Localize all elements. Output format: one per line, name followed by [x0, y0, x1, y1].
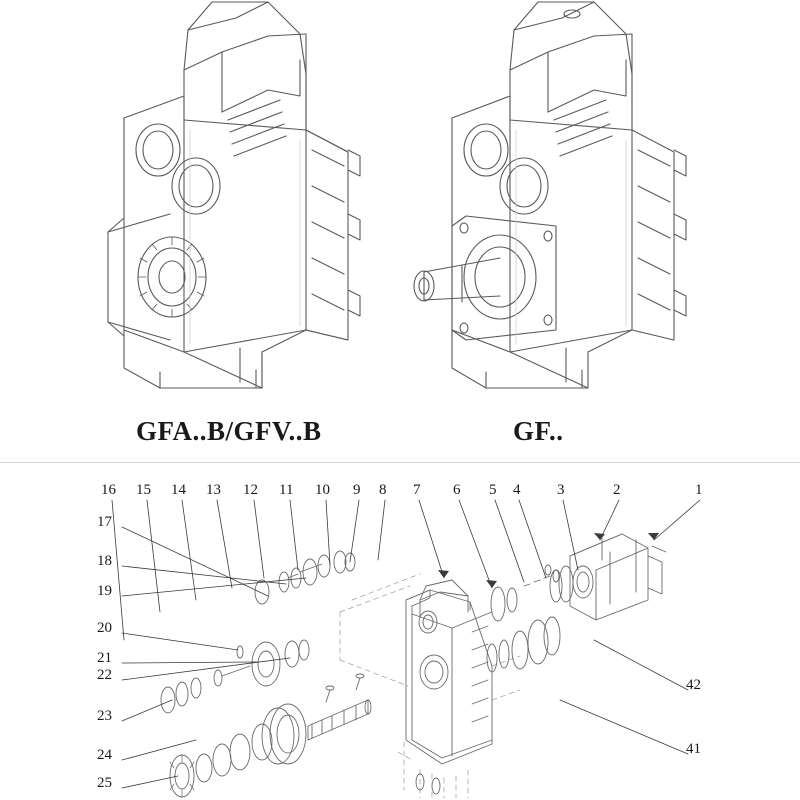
callout-17: 17 [97, 514, 112, 530]
callout-7: 7 [413, 482, 421, 498]
callout-23: 23 [97, 708, 112, 724]
exploded-housing [406, 580, 492, 764]
callout-20: 20 [97, 620, 112, 636]
callout-21: 21 [97, 650, 112, 666]
callout-1: 1 [695, 482, 703, 498]
callout-2: 2 [613, 482, 621, 498]
callout-41: 41 [686, 741, 701, 757]
callout-10: 10 [315, 482, 330, 498]
figure-caption-left: GFA..B/GFV..B [136, 416, 322, 446]
callout-11: 11 [279, 482, 294, 498]
callout-12: 12 [243, 482, 258, 498]
callout-16: 16 [101, 482, 116, 498]
callout-13: 13 [206, 482, 221, 498]
callout-14: 14 [171, 482, 186, 498]
callout-3: 3 [557, 482, 565, 498]
callout-6: 6 [453, 482, 461, 498]
callout-5: 5 [489, 482, 497, 498]
callout-15: 15 [136, 482, 151, 498]
callout-9: 9 [353, 482, 361, 498]
figure-caption-right: GF.. [513, 416, 564, 446]
callout-4: 4 [513, 482, 521, 498]
callout-42: 42 [686, 677, 701, 693]
callout-25: 25 [97, 775, 112, 791]
exploded-motor-adapter [550, 534, 666, 620]
callout-8: 8 [379, 482, 387, 498]
callout-19: 19 [97, 583, 112, 599]
callout-24: 24 [97, 747, 112, 763]
callout-18: 18 [97, 553, 112, 569]
callout-22: 22 [97, 667, 112, 683]
